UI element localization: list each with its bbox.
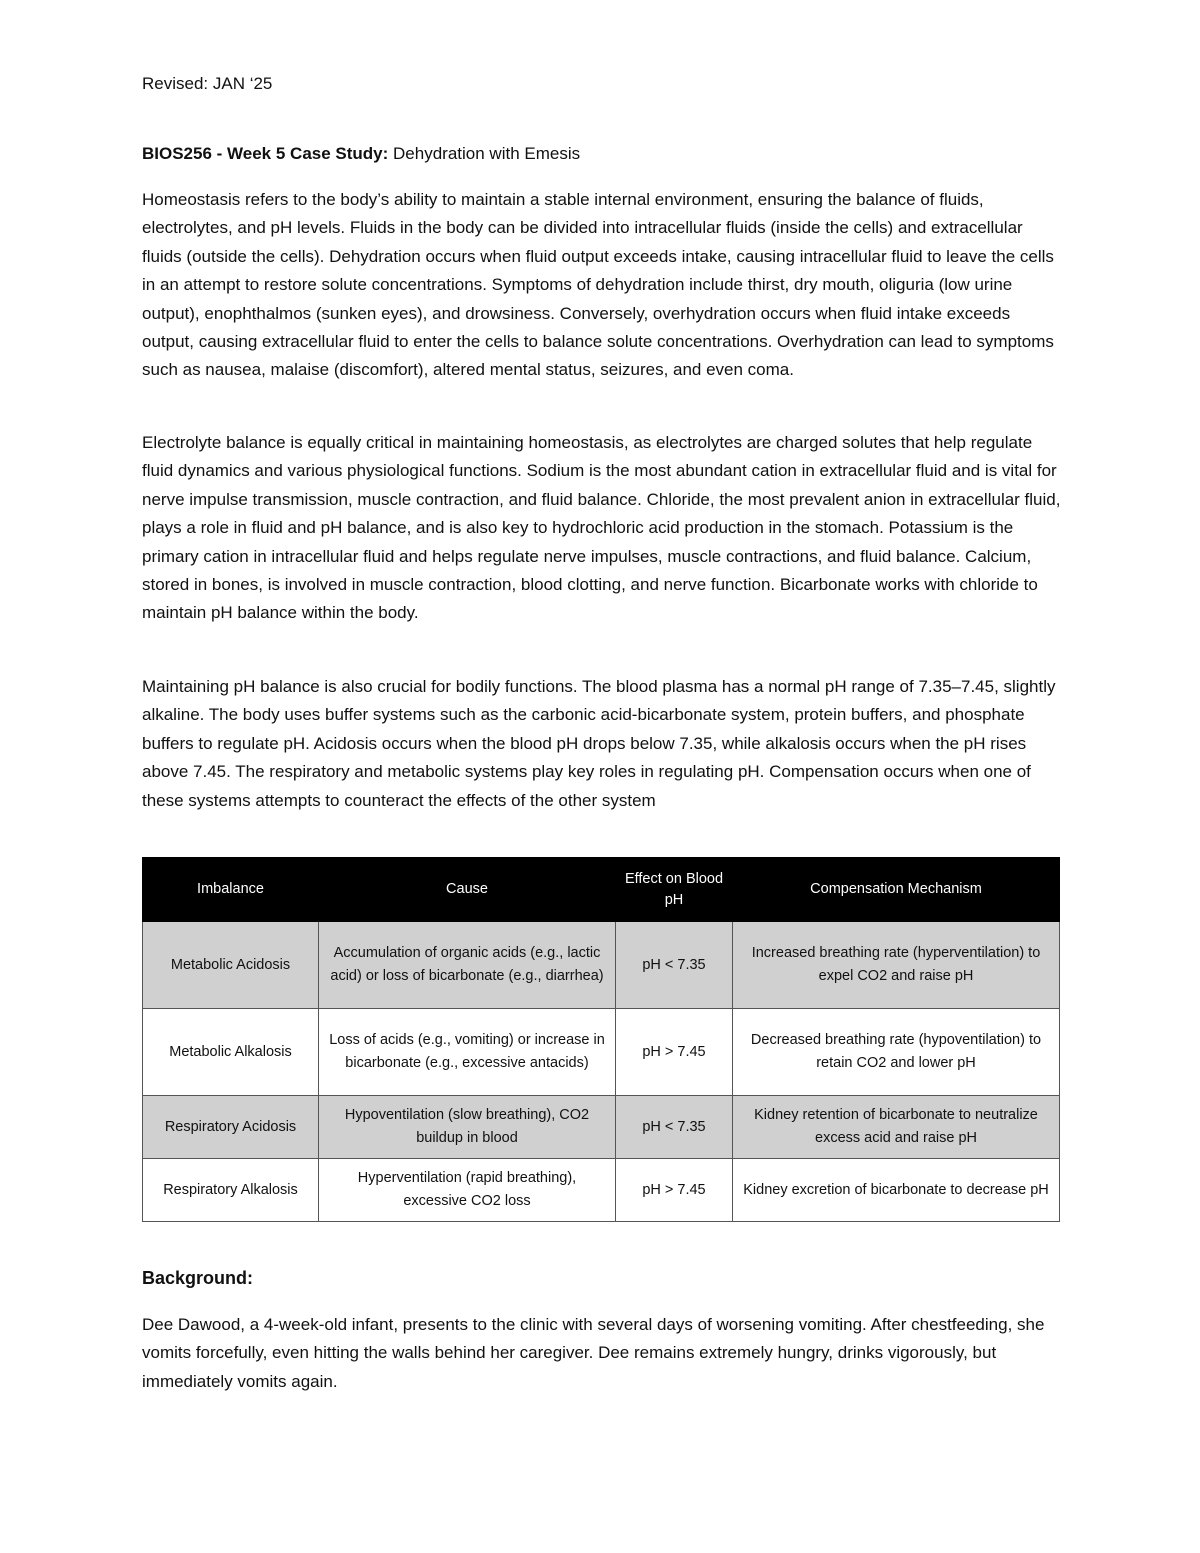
- revision-date: Revised: JAN ‘25: [142, 74, 273, 93]
- imbalance-cell: Metabolic Acidosis: [143, 922, 319, 1009]
- case-topic: Dehydration with Emesis: [393, 144, 581, 163]
- compensation-cell: Decreased breathing rate (hypoventilation) to retain CO2 and lower pH: [733, 1009, 1060, 1096]
- compensation-cell: Kidney excretion of bicarbonate to decrease pH: [733, 1159, 1060, 1222]
- acid-base-imbalance-table: [142, 857, 1060, 1222]
- table-row: [143, 1096, 1060, 1159]
- compensation-cell: Kidney retention of bicarbonate to neutralize excess acid and raise pH: [733, 1096, 1060, 1159]
- table-row: [143, 1009, 1060, 1096]
- background-heading: Background:: [142, 1268, 254, 1288]
- imbalance-cell: Respiratory Acidosis: [143, 1096, 319, 1159]
- table-row: [143, 1159, 1060, 1222]
- cause-cell: Hypoventilation (slow breathing), CO2 buildup in blood: [319, 1096, 616, 1159]
- header-imbalance: Imbalance: [143, 858, 319, 922]
- header-effect-on-ph: Effect on Blood pH: [616, 858, 733, 922]
- table-header-row: [143, 858, 1060, 922]
- table-row: [143, 922, 1060, 1009]
- ph-effect-cell: pH > 7.45: [616, 1009, 733, 1096]
- document-title: [142, 144, 580, 164]
- background-paragraph: Dee Dawood, a 4-week-old infant, presents to the clinic with several days of worsening vomiting. After chestfeeding, she vomits forcefully, even hitting the walls behind her caregiver. Dee remains extremely hungry, drinks vigorously, but immediately vomits again.: [142, 1315, 1045, 1391]
- imbalance-cell: Respiratory Alkalosis: [143, 1159, 319, 1222]
- ph-effect-cell: pH < 7.35: [616, 922, 733, 1009]
- homeostasis-paragraph: Homeostasis refers to the body’s ability to maintain a stable internal environment, ensuring the balance of fluids, electrolytes, and pH levels. Fluids in the body can be divided into intracellular fluids (inside the cells) and extracellular fluids (outside the cells). Dehydration occurs when fluid output exceeds intake, causing intracellular fluid to leave the cells in an attempt to restore solute concentrations. Symptoms of dehydration include thirst, dry mouth, oliguria (low urine output), enophthalmos (sunken eyes), and drowsiness. Conversely, overhydration occurs when fluid intake exceeds output, causing extracellular fluid to enter the cells to balance solute concentrations. Overhydration can lead to symptoms such as nausea, malaise (discomfort), altered mental status, seizures, and even coma.: [142, 190, 1054, 380]
- electrolyte-paragraph: Electrolyte balance is equally critical in maintaining homeostasis, as electrolytes are charged solutes that help regulate fluid dynamics and various physiological functions. Sodium is the most abundant cation in extracellular fluid and is vital for nerve impulse transmission, muscle contraction, and fluid balance. Chloride, the most prevalent anion in extracellular fluid, plays a role in fluid and pH balance, and is also key to hydrochloric acid production in the stomach. Potassium is the primary cation in intracellular fluid and helps regulate nerve impulses, muscle contractions, and fluid balance. Calcium, stored in bones, is involved in muscle contraction, blood clotting, and nerve function. Bicarbonate works with chloride to maintain pH balance within the body.: [142, 433, 1061, 623]
- header-cause: Cause: [319, 858, 616, 922]
- ph-effect-cell: pH < 7.35: [616, 1096, 733, 1159]
- cause-cell: Loss of acids (e.g., vomiting) or increase in bicarbonate (e.g., excessive antacids): [319, 1009, 616, 1096]
- cause-cell: Hyperventilation (rapid breathing), excessive CO2 loss: [319, 1159, 616, 1222]
- imbalance-cell: Metabolic Alkalosis: [143, 1009, 319, 1096]
- ph-effect-cell: pH > 7.45: [616, 1159, 733, 1222]
- cause-cell: Accumulation of organic acids (e.g., lactic acid) or loss of bicarbonate (e.g., diarrhea): [319, 922, 616, 1009]
- header-compensation: Compensation Mechanism: [733, 858, 1060, 922]
- course-title: BIOS256 - Week 5 Case Study:: [142, 144, 389, 163]
- ph-balance-paragraph: Maintaining pH balance is also crucial for bodily functions. The blood plasma has a normal pH range of 7.35–7.45, slightly alkaline. The body uses buffer systems such as the carbonic acid-bicarbonate system, protein buffers, and phosphate buffers to regulate pH. Acidosis occurs when the blood pH drops below 7.35, while alkalosis occurs when the pH rises above 7.45. The respiratory and metabolic systems play key roles in regulating pH. Compensation occurs when one of these systems attempts to counteract the effects of the other system: [142, 677, 1056, 810]
- compensation-cell: Increased breathing rate (hyperventilation) to expel CO2 and raise pH: [733, 922, 1060, 1009]
